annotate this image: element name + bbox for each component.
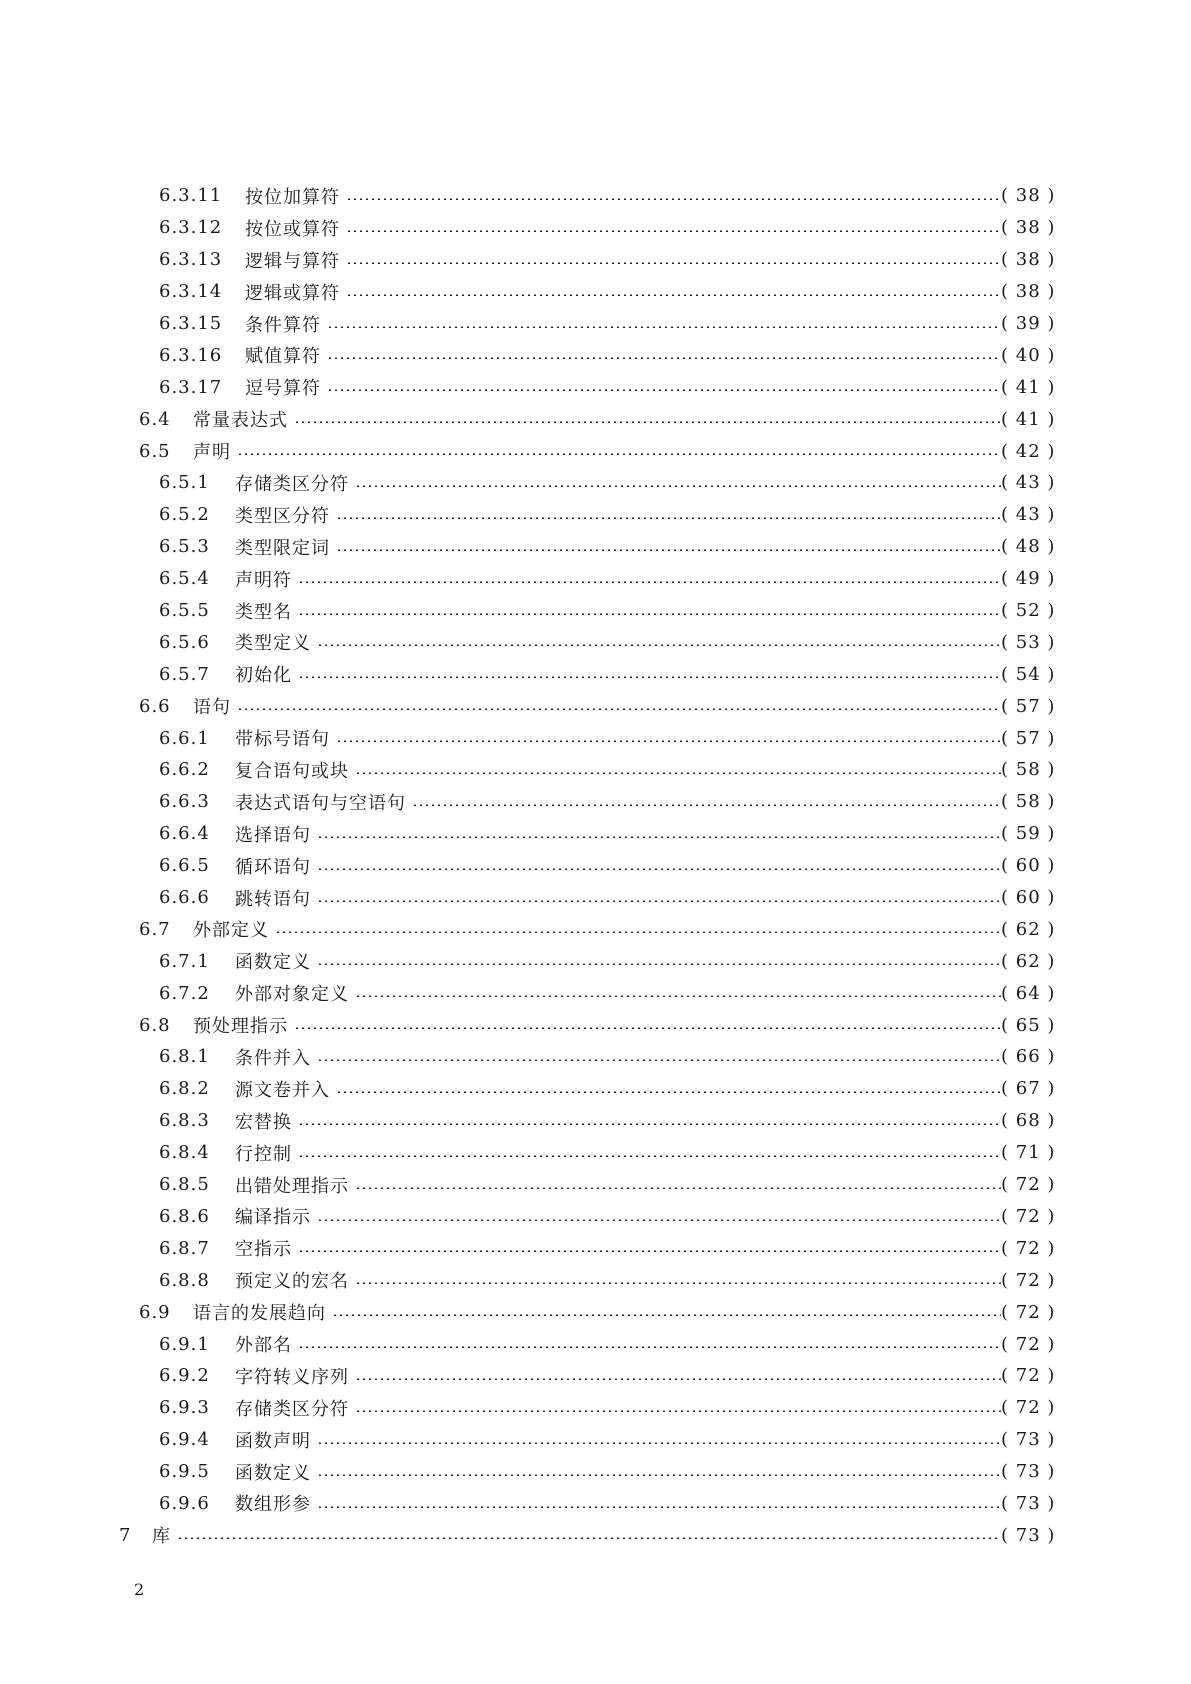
page-ref-number: 73 [1015,1429,1041,1451]
toc-entry [0,403,1191,435]
section-title: 外部对象定义 [235,984,349,1006]
page-ref-number: 48 [1015,536,1041,558]
section-title: 预定义的宏名 [235,1271,349,1293]
page-ref: ( 60 ) [1001,855,1056,877]
page-ref-number: 54 [1015,663,1041,685]
section-number: 6.8.6 [159,1205,210,1227]
dot-leader [294,421,1001,423]
dot-leader [317,1219,1001,1221]
page-ref-number: 72 [1015,1269,1041,1291]
page-ref: ( 58 ) [1001,791,1056,813]
section-title: 声明 [193,442,231,464]
toc-entry [0,945,1191,977]
page-ref-number: 66 [1015,1046,1041,1068]
page-ref-number: 39 [1015,313,1041,334]
section-title: 复合语句或块 [235,760,349,782]
section-number: 6.5 [139,440,171,462]
toc-entry [0,1456,1191,1488]
section-number: 6.6 [139,695,171,717]
section-title: 函数定义 [235,1462,311,1484]
section-title: 按位加算符 [245,186,340,208]
toc-entry [0,1201,1191,1233]
toc-entry [0,1296,1191,1328]
dot-leader [298,1155,1001,1157]
dot-leader [317,963,1001,965]
page-ref: ( 58 ) [1001,759,1056,781]
dot-leader [317,1059,1001,1061]
page-ref: ( 38 ) [1001,249,1056,271]
section-number: 6.6.3 [159,791,210,813]
page-ref-number: 57 [1015,727,1041,749]
page-ref-number: 62 [1015,950,1041,972]
page-ref: ( 73 ) [1001,1429,1056,1451]
page-ref: ( 67 ) [1001,1078,1056,1100]
dot-leader [355,995,1001,997]
page-ref: ( 60 ) [1001,887,1056,909]
dot-leader [317,644,1001,646]
toc-entry [0,1041,1191,1073]
page-ref: ( 41 ) [1001,408,1056,430]
page-ref: ( 72 ) [1001,1205,1056,1227]
section-title: 存储类区分符 [235,473,349,495]
dot-leader [336,1091,1001,1093]
page-ref: ( 72 ) [1001,1237,1056,1259]
section-number: 6.6.2 [159,759,210,781]
dot-leader [275,931,1001,933]
toc-entry [0,1137,1191,1169]
page-ref-number: 71 [1015,1142,1041,1164]
dot-leader [346,294,1001,296]
page-ref-number: 40 [1015,344,1041,366]
page-ref: ( 73 ) [1001,1524,1056,1546]
dot-leader [298,581,1001,583]
toc-entry [0,754,1191,786]
dot-leader [298,613,1001,615]
section-number: 6.5.7 [159,663,210,685]
page-ref-number: 65 [1015,1014,1041,1036]
page-ref: ( 42 ) [1001,440,1056,462]
dot-leader [317,868,1001,870]
section-title: 带标号语句 [235,729,330,751]
section-title: 数组形参 [235,1494,311,1516]
page-ref: ( 38 ) [1001,217,1056,239]
page-ref: ( 68 ) [1001,1110,1056,1132]
toc-entry [0,1360,1191,1392]
toc-entry [0,180,1191,212]
section-number: 6.6.1 [159,727,210,749]
page-ref-number: 72 [1015,1333,1041,1355]
dot-leader [327,389,1001,391]
page-ref: ( 72 ) [1001,1174,1056,1196]
dot-leader [237,453,1001,455]
toc-entry [0,1009,1191,1041]
page-ref: ( 66 ) [1001,1046,1056,1068]
dot-leader [317,1442,1001,1444]
page-ref-number: 58 [1015,759,1041,781]
section-number: 6.3.12 [159,217,223,239]
section-title: 宏替换 [235,1111,292,1133]
page-ref: ( 62 ) [1001,918,1056,940]
toc-entry [0,1232,1191,1264]
section-number: 6.3.15 [159,313,223,334]
section-title: 类型名 [235,601,292,623]
page-ref: ( 65 ) [1001,1014,1056,1036]
toc-entry [0,658,1191,690]
dot-leader [355,1282,1001,1284]
page-ref-number: 62 [1015,918,1041,940]
toc-entry [0,1073,1191,1105]
section-number: 6.9.1 [159,1333,210,1355]
page-ref: ( 73 ) [1001,1461,1056,1483]
section-number: 6.8.7 [159,1237,210,1259]
section-number: 6.6.5 [159,855,210,877]
toc-entry [0,595,1191,627]
page-ref: ( 73 ) [1001,1492,1056,1514]
toc-entry [0,818,1191,850]
section-number: 6.8.8 [159,1269,210,1291]
section-title: 类型定义 [235,633,311,655]
page-ref: ( 62 ) [1001,950,1056,972]
section-title: 语言的发展趋向 [193,1303,326,1325]
dot-leader [317,1474,1001,1476]
dot-leader [317,1506,1001,1508]
section-number: 6.5.1 [159,472,210,494]
section-title: 初始化 [235,665,292,687]
section-title: 逗号算符 [245,378,321,400]
toc-entry [0,1105,1191,1137]
section-title: 外部名 [235,1335,292,1356]
toc-entry [0,467,1191,499]
page-ref: ( 54 ) [1001,663,1056,685]
section-number: 6.8.3 [159,1110,210,1132]
dot-leader [412,804,1001,806]
page-ref: ( 64 ) [1001,982,1056,1004]
section-title: 源文卷并入 [235,1079,330,1101]
section-title: 语句 [193,697,231,719]
toc-entry [0,244,1191,276]
toc-entry [0,1488,1191,1520]
toc-entry [0,308,1191,340]
page-ref-number: 57 [1015,695,1041,717]
section-title: 函数定义 [235,952,311,974]
dot-leader [317,836,1001,838]
section-number: 6.3.11 [159,185,223,207]
section-title: 编译指示 [235,1207,311,1229]
toc-entry [0,882,1191,914]
section-number: 6.5.3 [159,536,210,558]
section-number: 6.5.6 [159,631,210,653]
toc-entry [0,626,1191,658]
section-number: 6.5.5 [159,600,210,622]
page-ref: ( 41 ) [1001,376,1056,398]
toc-entry [0,690,1191,722]
section-title: 外部定义 [193,920,269,942]
page-ref: ( 38 ) [1001,185,1056,207]
page-ref-number: 60 [1015,887,1041,909]
section-title: 逻辑或算符 [245,282,340,304]
page-ref-number: 72 [1015,1237,1041,1259]
section-number: 6.6.4 [159,823,210,845]
section-number: 6.9.4 [159,1429,210,1451]
toc-entry [0,786,1191,818]
page-ref-number: 49 [1015,568,1041,590]
page-ref: ( 71 ) [1001,1142,1056,1164]
toc-entry [0,499,1191,531]
page-ref-number: 72 [1015,1205,1041,1227]
dot-leader [327,357,1001,359]
section-number: 6.8 [139,1014,171,1036]
section-title: 条件算符 [245,314,321,336]
section-title: 常量表达式 [193,410,288,432]
section-title: 条件并入 [235,1047,311,1069]
page-ref: ( 43 ) [1001,504,1056,526]
page-ref-number: 72 [1015,1174,1041,1196]
dot-leader [346,230,1001,232]
dot-leader [355,772,1001,774]
section-title: 类型限定词 [235,537,330,559]
section-title: 赋值算符 [245,346,321,368]
page-ref-number: 38 [1015,217,1041,239]
toc-entry [0,913,1191,945]
page-ref: ( 72 ) [1001,1397,1056,1419]
section-title: 跳转语句 [235,888,311,910]
page-ref-number: 38 [1015,249,1041,271]
section-number: 6.9.2 [159,1365,210,1387]
toc-entry [0,371,1191,403]
page-ref-number: 68 [1015,1110,1041,1132]
page-ref: ( 72 ) [1001,1269,1056,1291]
dot-leader [298,1123,1001,1125]
section-number: 6.5.2 [159,504,210,526]
dot-leader [298,676,1001,678]
section-title: 空指示 [235,1239,292,1261]
section-title: 声明符 [235,569,292,591]
page-ref-number: 60 [1015,855,1041,877]
page-ref-number: 41 [1015,408,1041,430]
page-ref-number: 64 [1015,982,1041,1004]
section-number: 6.3.16 [159,344,223,366]
toc-entry [0,850,1191,882]
dot-leader [327,326,1001,328]
dot-leader [336,549,1001,551]
page-ref: ( 43 ) [1001,472,1056,494]
page-ref: ( 57 ) [1001,727,1056,749]
page-ref-number: 53 [1015,631,1041,653]
dot-leader [332,1314,1001,1316]
section-number: 6.3.13 [159,249,223,271]
dot-leader [336,740,1001,742]
section-title: 函数声明 [235,1430,311,1452]
toc-entry [0,722,1191,754]
section-number: 6.8.5 [159,1174,210,1196]
section-number: 6.8.1 [159,1046,210,1068]
section-title: 类型区分符 [235,505,330,527]
page-ref: ( 48 ) [1001,536,1056,558]
dot-leader [237,708,1001,710]
section-title: 循环语句 [235,856,311,878]
page-ref-number: 72 [1015,1397,1041,1419]
page-ref-number: 41 [1015,376,1041,398]
toc-entry [0,1424,1191,1456]
section-title: 选择语句 [235,824,311,846]
section-number: 6.3.17 [159,376,223,398]
toc-entry [0,563,1191,595]
page-ref: ( 59 ) [1001,823,1056,845]
page-ref: ( 38 ) [1001,281,1056,303]
page-ref-number: 72 [1015,1301,1041,1323]
page-ref-number: 72 [1015,1365,1041,1387]
page-ref-number: 43 [1015,504,1041,526]
toc-entry [0,531,1191,563]
section-number: 6.9.6 [159,1492,210,1514]
section-number: 6.9.5 [159,1461,210,1483]
section-number: 6.4 [139,408,171,430]
toc-entry [0,1328,1191,1360]
section-number: 6.8.4 [159,1142,210,1164]
page-ref: ( 72 ) [1001,1301,1056,1323]
page-ref-number: 73 [1015,1461,1041,1483]
toc-entry [0,1392,1191,1424]
page-ref: ( 39 ) [1001,313,1056,334]
dot-leader [355,1187,1001,1189]
table-of-contents [0,180,1191,1551]
dot-leader [346,198,1001,200]
dot-leader [355,1378,1001,1380]
page-ref-number: 73 [1015,1492,1041,1514]
page-ref: ( 57 ) [1001,695,1056,717]
section-number: 6.5.4 [159,568,210,590]
section-title: 按位或算符 [245,218,340,240]
page-ref-number: 42 [1015,440,1041,462]
dot-leader [294,1027,1001,1029]
toc-entry [0,1519,1191,1551]
dot-leader [298,1250,1001,1252]
section-title: 存储类区分符 [235,1398,349,1420]
section-number: 6.9.3 [159,1397,210,1419]
dot-leader [298,1346,1001,1348]
page-ref: ( 53 ) [1001,631,1056,653]
section-title: 表达式语句与空语句 [235,792,406,814]
section-number: 6.9 [139,1301,171,1323]
section-number: 6.8.2 [159,1078,210,1100]
toc-entry [0,339,1191,371]
toc-entry [0,435,1191,467]
page-ref: ( 52 ) [1001,600,1056,622]
page-ref-number: 43 [1015,472,1041,494]
section-title: 库 [152,1526,171,1548]
page-ref-number: 52 [1015,600,1041,622]
dot-leader [317,900,1001,902]
section-number: 6.7 [139,918,171,940]
section-number: 7 [119,1524,132,1546]
toc-entry [0,1169,1191,1201]
dot-leader [355,485,1001,487]
section-number: 6.7.2 [159,982,210,1004]
page-ref-number: 59 [1015,823,1041,845]
dot-leader [346,262,1001,264]
page-ref: ( 72 ) [1001,1365,1056,1387]
page-ref-number: 73 [1015,1524,1041,1546]
section-title: 字符转义序列 [235,1366,349,1388]
page-ref: ( 49 ) [1001,568,1056,590]
page-ref-number: 67 [1015,1078,1041,1100]
section-title: 逻辑与算符 [245,250,340,272]
dot-leader [355,1410,1001,1412]
section-number: 6.3.14 [159,281,223,303]
page-ref-number: 58 [1015,791,1041,813]
page-ref: ( 72 ) [1001,1333,1056,1355]
section-number: 6.6.6 [159,887,210,909]
page-ref: ( 40 ) [1001,344,1056,366]
toc-entry [0,276,1191,308]
dot-leader [336,517,1001,519]
section-number: 6.7.1 [159,950,210,972]
section-title: 预处理指示 [193,1016,288,1038]
page-ref-number: 38 [1015,185,1041,207]
section-title: 出错处理指示 [235,1175,349,1197]
page-number: 2 [134,1580,145,1599]
toc-entry [0,1264,1191,1296]
toc-entry [0,212,1191,244]
toc-entry [0,977,1191,1009]
dot-leader [177,1537,1001,1539]
section-title: 行控制 [235,1143,292,1165]
page-ref-number: 38 [1015,281,1041,303]
